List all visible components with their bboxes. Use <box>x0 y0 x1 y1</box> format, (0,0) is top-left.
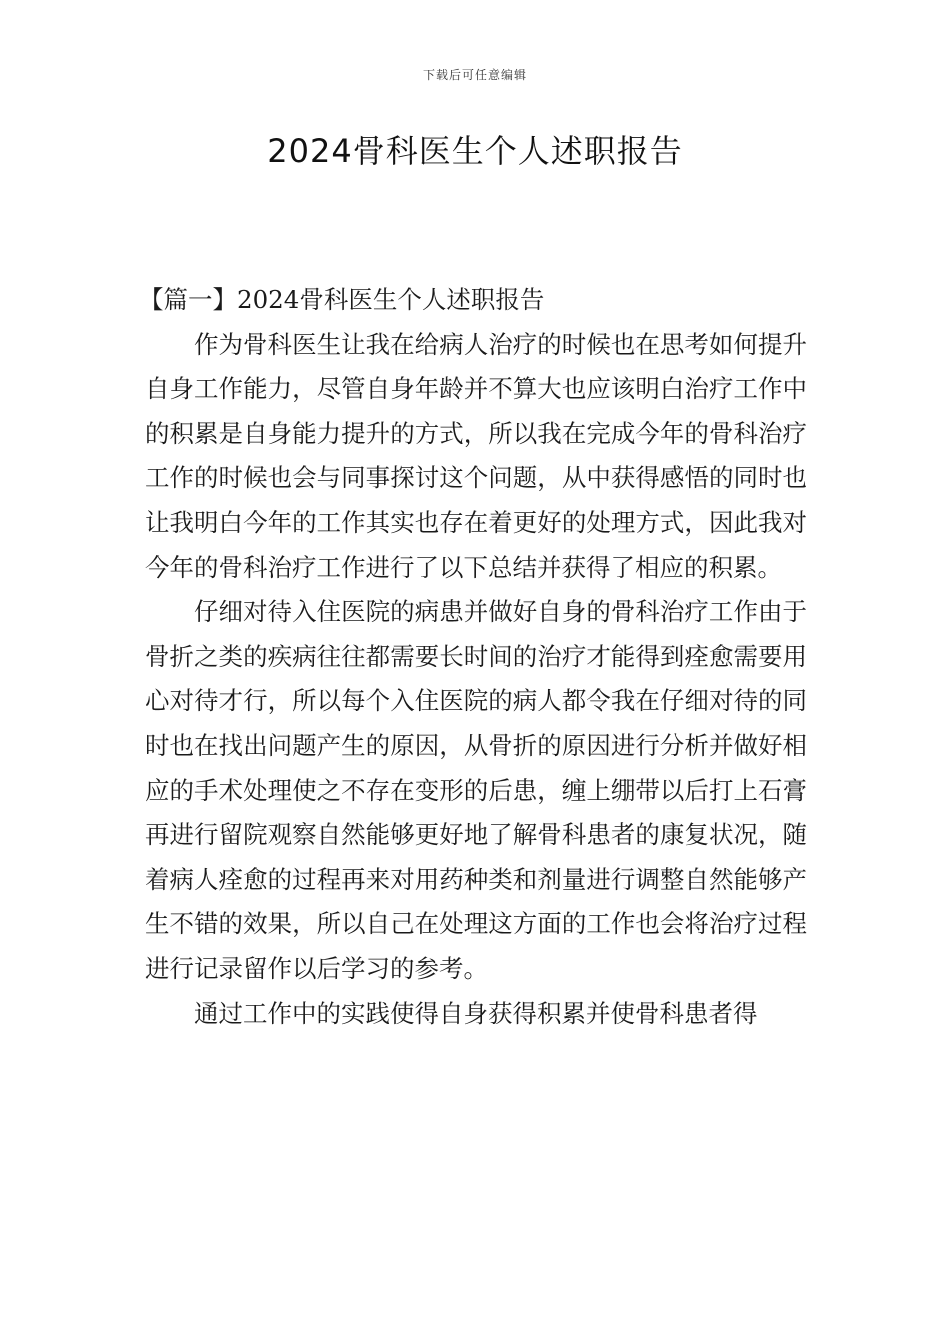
paragraph: 作为骨科医生让我在给病人治疗的时候也在思考如何提升自身工作能力，尽管自身年龄并不算大也应该明白治疗工作中的积累是自身能力提升的方式，所以我在完成今年的骨科治疗工作的时候也会与同事探讨这个问题，从中获得感悟的同时也让我明白今年的工作其实也存在着更好的处理方式，因此我对今年的骨科治疗工作进行了以下总结并获得了相应的积累。 <box>145 329 807 582</box>
section-heading: 【篇一】2024骨科医生个人述职报告 <box>139 285 545 314</box>
paragraph: 通过工作中的实践使得自身获得积累并使骨科患者得 <box>194 998 758 1028</box>
document-body <box>139 278 807 1036</box>
header-note: 下载后可任意编辑 <box>422 68 527 82</box>
paragraph: 仔细对待入住医院的病患并做好自身的骨科治疗工作由于骨折之类的疾病往往都需要长时间的治疗才能得到痊愈需要用心对待才行，所以每个入住医院的病人都令我在仔细对待的同时也在找出问题产生的原因，从骨折的原因进行分析并做好相应的手术处理使之不存在变形的后患，缠上绷带以后打上石膏再进行留院观察自然能够更好地了解骨科患者的康复状况，随着病人痊愈的过程再来对用药种类和剂量进行调整自然能够产生不错的效果，所以自己在处理这方面的工作也会将治疗过程进行记录留作以后学习的参考。 <box>145 597 807 983</box>
document-title: 2024骨科医生个人述职报告 <box>267 132 683 170</box>
